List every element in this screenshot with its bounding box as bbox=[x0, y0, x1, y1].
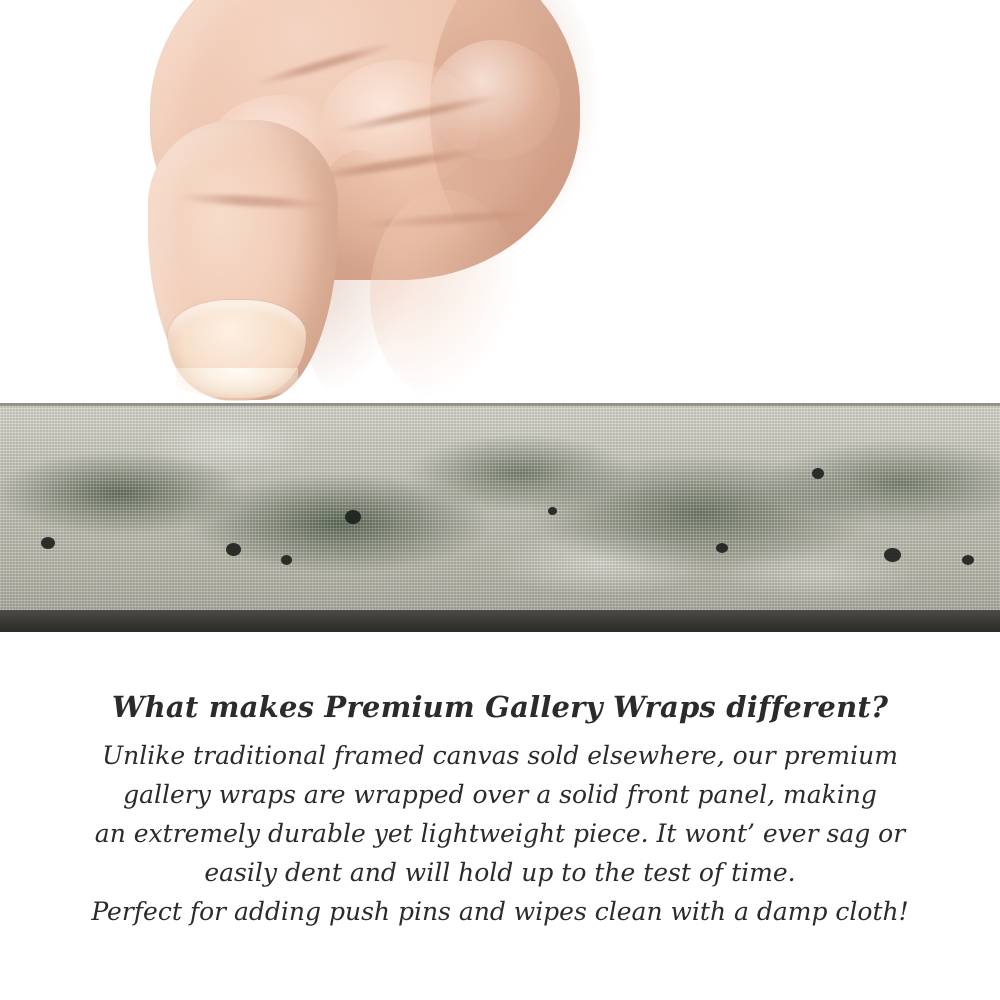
canvas-backing-edge bbox=[0, 610, 1000, 632]
print-speck bbox=[226, 543, 241, 556]
caption-line: easily dent and will hold up to the test of time. bbox=[204, 858, 796, 887]
canvas-wrap-edge bbox=[0, 403, 1000, 625]
caption-title: What makes Premium Gallery Wraps different? bbox=[111, 690, 889, 724]
print-speck bbox=[884, 548, 901, 562]
knuckle-shape bbox=[430, 40, 560, 160]
print-speck bbox=[548, 507, 557, 515]
hand-photo-region bbox=[0, 0, 1000, 410]
print-speck bbox=[962, 555, 974, 565]
canvas-top-edge bbox=[0, 403, 1000, 406]
print-speck bbox=[345, 510, 361, 524]
caption-line: gallery wraps are wrapped over a solid front panel, making bbox=[123, 780, 877, 809]
caption-line: Perfect for adding push pins and wipes clean with a damp cloth! bbox=[91, 897, 909, 926]
caption-body bbox=[0, 736, 1000, 931]
finger-shading bbox=[370, 190, 520, 400]
thumbnail-tip bbox=[176, 368, 298, 398]
caption-line: an extremely durable yet lightweight piece. It wont’ ever sag or bbox=[94, 819, 906, 848]
caption-block bbox=[0, 690, 1000, 931]
caption-line: Unlike traditional framed canvas sold elsewhere, our premium bbox=[102, 741, 898, 770]
print-speck bbox=[281, 555, 292, 565]
print-speck bbox=[812, 468, 824, 479]
print-speck bbox=[41, 537, 55, 549]
canvas-weave-texture bbox=[0, 403, 1000, 625]
print-speck bbox=[716, 543, 728, 553]
